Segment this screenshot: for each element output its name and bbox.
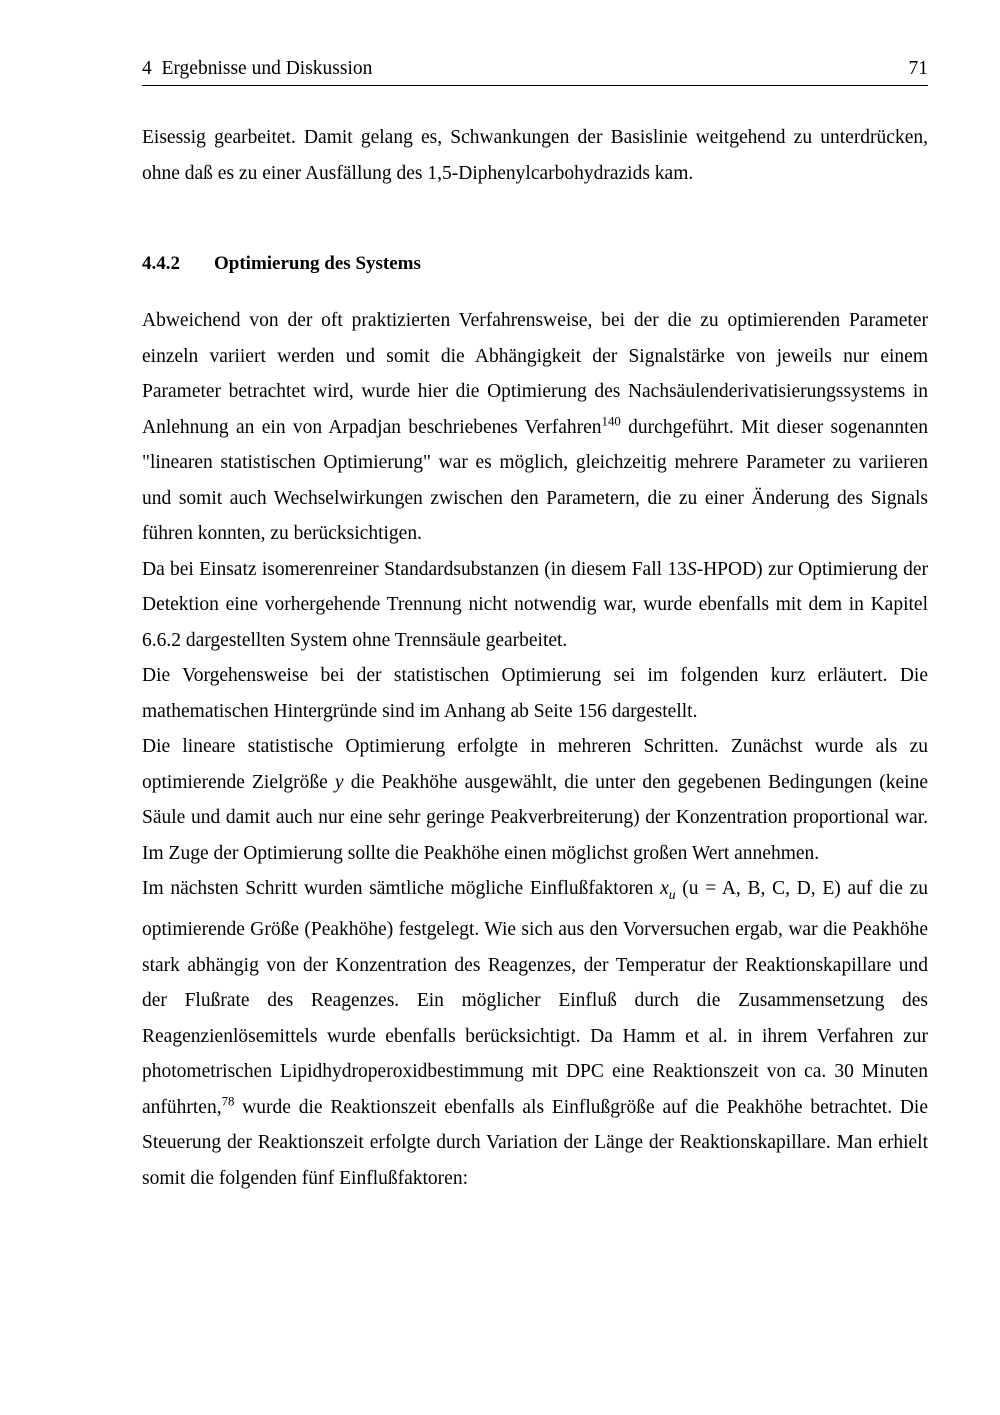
section-title: Optimierung des Systems	[214, 253, 421, 274]
paragraph-container	[142, 303, 928, 1196]
body-paragraph: Im nächsten Schritt wurden sämtliche mögliche Einflußfaktoren $x_u$ (u = A, B, C, D, E) auf die zu optimierende Größe (Peakhöhe) festgelegt. Wie sich aus den Vorversuchen ergab, war die Peakhöhe stark abhängig von der Konzentration des Reagenzes, der Temperatur der Reaktionskapillare und der Flußrate des Reagenzes. Ein möglicher Einfluß durch die Zusammensetzung des Reagenzienlösemittels wurde ebenfalls berücksichtigt. Da Hamm et al. in ihrem Verfahren zur photometrischen Lipidhydroperoxidbestimmung mit DPC eine Reaktionszeit von ca. 30 Minuten anführten,$^{78}$ wurde die Reaktionszeit ebenfalls als Einflußgröße auf die Peakhöhe betrachtet. Die Steuerung der Reaktionszeit erfolgte durch Variation der Länge der Reaktionskapillare. Man erhielt somit die folgenden fünf Einflußfaktoren:	[142, 878, 928, 1189]
footnote-reference: 140	[601, 414, 621, 428]
section-number: 4.4.2	[142, 253, 180, 274]
page-header	[142, 58, 928, 86]
body-paragraph: Die lineare statistische Optimierung erfolgte in mehreren Schritten. Zunächst wurde als zu optimierende Zielgröße y die Peakhöhe ausgewählt, die unter den gegebenen Bedingungen (keine Säule und damit auch nur eine sehr geringe Peakverbreiterung) der Konzentration proportional war. Im Zuge der Optimierung sollte die Peakhöhe einen möglichst großen Wert annehmen.	[142, 736, 928, 864]
page-body	[142, 120, 928, 1196]
italic-text: x	[660, 878, 669, 899]
body-paragraph: Da bei Einsatz isomerenreiner Standardsubstanzen (in diesem Fall 13S-HPOD) zur Optimierung der Detektion eine vorhergehende Trennung nicht notwendig war, wurde ebenfalls mit dem in Kapitel 6.6.2 dargestellten System ohne Trennsäule gearbeitet.	[142, 558, 928, 651]
body-paragraph: Die Vorgehensweise bei der statistischen Optimierung sei im folgenden kurz erläutert. Die mathematischen Hintergründe sind im Anhang ab Seite 156 dargestellt.	[142, 665, 928, 722]
section-heading	[142, 253, 928, 275]
header-page-number: 71	[908, 58, 928, 79]
intro-paragraph: Eisessig gearbeitet. Damit gelang es, Schwankungen der Basislinie weitgehend zu unterdrücken, ohne daß es zu einer Ausfällung des 1,5-Diphenylcarbohydrazids kam.	[142, 127, 928, 184]
italic-text: y	[334, 771, 344, 793]
header-chapter-title: 4 Ergebnisse und Diskussion	[142, 58, 373, 79]
subscript-text: u	[668, 886, 676, 902]
footnote-reference: 78	[221, 1094, 235, 1109]
spacer	[142, 191, 928, 253]
body-paragraph: Abweichend von der oft praktizierten Verfahrensweise, bei der die zu optimierenden Parameter einzeln variiert werden und somit die Abhängigkeit der Signalstärke von jeweils nur einem Parameter betrachtet wird, wurde hier die Optimierung des Nachsäulenderivatisierungssystems in Anlehnung an ein von Arpadjan beschriebenes Verfahren$^{140}$ durchgeführt. Mit dieser sogenannten "linearen statistischen Optimierung" war es möglich, gleichzeitig mehrere Parameter zu variieren und somit auch Wechselwirkungen zwischen den Parametern, die zu einer Änderung des Signals führen konnten, zu berücksichtigen.	[142, 310, 928, 544]
italic-text: S	[686, 558, 697, 580]
